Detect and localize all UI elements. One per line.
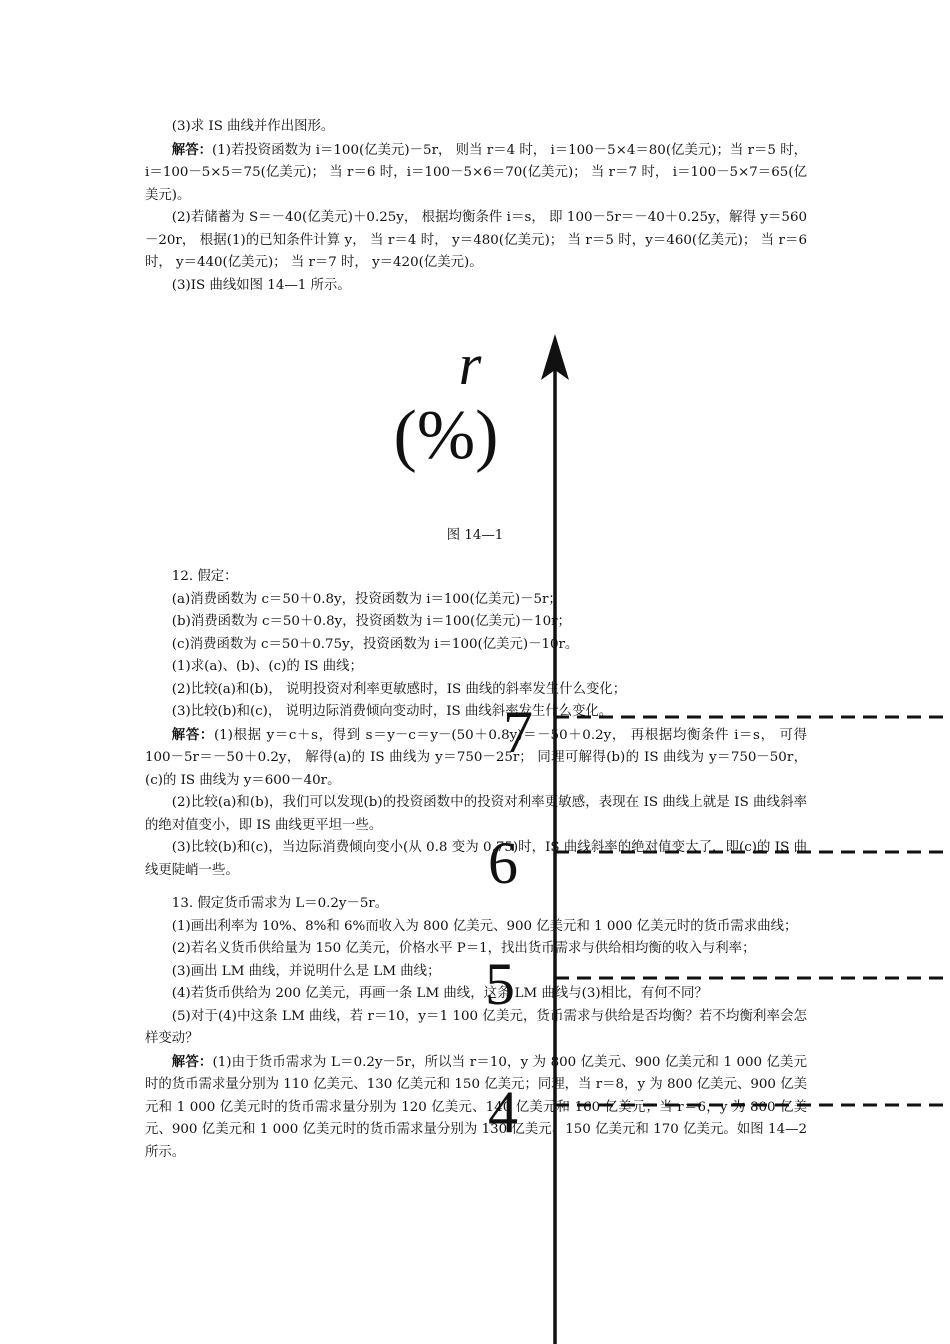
answer-11-text: [145, 116, 807, 297]
paragraph: (1)画出利率为 10%、8%和 6%而收入为 800 亿美元、900 亿美元和 1 000 亿美元时的货币需求曲线；: [171, 918, 798, 934]
axis-label-pct: (%): [393, 397, 499, 474]
question-13-title: 13. 假定货币需求为 L＝0.2y－5r。: [171, 896, 389, 911]
paragraph: 解答：(1)若投资函数为 i＝100(亿美元)－5r， 则当 r＝4 时， i＝100－5×4＝80(亿美元)；当 r＝5 时， i＝100－5×5＝75(亿美元)； 当 r＝6 时，i＝100－5×6＝70(亿美元)； 当 r＝7 时， i＝100－5×7＝65(亿美元)。: [145, 141, 807, 203]
paragraph: (3)画出 LM 曲线，并说明什么是 LM 曲线；: [171, 963, 441, 979]
tick-label-5: 5: [485, 951, 515, 1017]
paragraph: (3)比较(b)和(c)，当边际消费倾向变小(从 0.8 变为 0.75)时，IS 曲线斜率的绝对值变大了，即(c)的 IS 曲线更陡峭一些。: [145, 840, 807, 878]
paragraph: (3)比较(b)和(c)， 说明边际消费倾向变动时，IS 曲线斜率发生什么变化。: [171, 704, 613, 719]
paragraph: (2)比较(a)和(b)，我们可以发现(b)的投资函数中的投资对利率更敏感，表现在 IS 曲线上就是 IS 曲线斜率的绝对值变小，即 IS 曲线更平坦一些。: [145, 795, 807, 833]
answer-label: 解答：: [171, 141, 213, 158]
paragraph: (c)消费函数为 c＝50＋0.75y，投资函数为 i＝100(亿美元)－10r。: [171, 636, 579, 652]
paragraph: (3)求 IS 曲线并作出图形。: [171, 119, 335, 134]
questions-12-13-text: [145, 566, 807, 1164]
tick-label-4: 4: [488, 1079, 518, 1145]
paragraph: (1)求(a)、(b)、(c)的 IS 曲线；: [171, 659, 363, 674]
tick-label-6: 6: [488, 830, 518, 896]
paragraph: (b)消费函数为 c＝50＋0.8y，投资函数为 i＝100(亿美元)－10r；: [171, 614, 571, 629]
paragraph: (5)对于(4)中这条 LM 曲线，若 r＝10，y＝1 100 亿美元，货币需求与供给是否均衡？若不均衡利率会怎样变动？: [145, 1008, 807, 1046]
axis-label-r: r: [458, 332, 482, 397]
paragraph: (2)若名义货币供给量为 150 亿美元，价格水平 P＝1，找出货币需求与供给相均衡的收入与利率；: [171, 941, 756, 956]
arrow-icon: [541, 334, 569, 380]
tick-label-7: 7: [503, 699, 533, 765]
paragraph: (2)若储蓄为 S＝－40(亿美元)＋0.25y， 根据均衡条件 i＝s， 即 100－5r＝－40＋0.25y，解得 y＝560－20r， 根据(1)的已知条件计算 y， 当 r＝4 时， y＝480(亿美元)； 当 r＝5 时，y＝460(亿美元)； 当 r＝6 时， y＝440(亿美元)； 当 r＝7 时， y＝420(亿美元)。: [145, 210, 807, 270]
answer-label: 解答：: [171, 1053, 213, 1070]
paragraph: (2)比较(a)和(b)， 说明投资对利率更敏感时，IS 曲线的斜率发生什么变化；: [171, 681, 627, 697]
paragraph: 解答：(1)由于货币需求为 L＝0.2y－5r，所以当 r＝10，y 为 800 亿美元、900 亿美元和 1 000 亿美元时的货币需求量分别为 110 亿美元、130 亿美元和 150 亿美元；同理，当 r＝8，y 为 800 亿美元、900 亿美元和 1 000 亿美元时的货币需求量分别为 120 亿美元、140 亿美元和 160 亿美元；当 r＝6，y 为 800 亿美元、900 亿美元和 1 000 亿美元时的货币需求量分别为 130 亿美元、150 亿美元和 170 亿美元。如图 14—2 所示。: [145, 1053, 807, 1160]
paragraph: 解答：(1)根据 y＝c＋s，得到 s＝y－c＝y－(50＋0.8y)＝－50＋0.2y， 再根据均衡条件 i＝s， 可得 100－5r＝－50＋0.2y， 解得(a)的 IS 曲线为 y＝750－25r； 同理可解得(b)的 IS 曲线为 y＝750－50r， (c)的 IS 曲线为 y＝600－40r。: [145, 726, 807, 788]
paragraph: (4)若货币供给为 200 亿美元，再画一条 LM 曲线，这条 LM 曲线与(3)相比，有何不同？: [171, 986, 708, 1001]
answer-label: 解答：: [171, 726, 214, 743]
paragraph: (a)消费函数为 c＝50＋0.8y，投资函数为 i＝100(亿美元)－5r；: [171, 591, 562, 607]
figure-caption: 图 14—1: [446, 528, 504, 543]
question-12-title: 12. 假定：: [171, 569, 238, 584]
paragraph: (3)IS 曲线如图 14—1 所示。: [171, 277, 351, 293]
